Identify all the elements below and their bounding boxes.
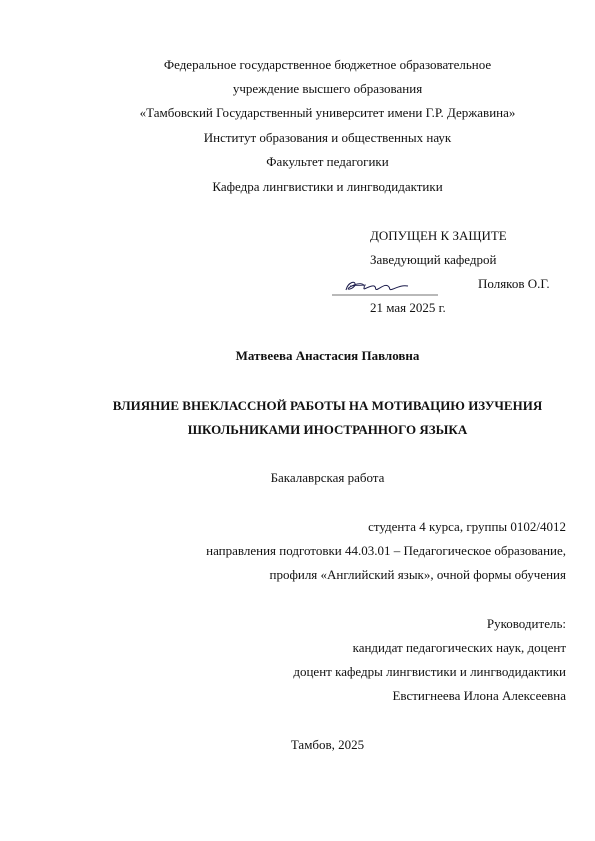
supervisor-name: Евстигнеева Илона Алексеевна	[392, 688, 566, 703]
student-info-line-3: профиля «Английский язык», очной формы обучения	[269, 567, 566, 582]
supervisor-label: Руководитель:	[486, 616, 566, 631]
thesis-title-line-1: ВЛИЯНИЕ ВНЕКЛАССНОЙ РАБОТЫ НА МОТИВАЦИЮ ИЗУЧЕНИЯ	[112, 398, 543, 413]
work-type: Бакалаврская работа	[270, 470, 385, 485]
header-line-2: учреждение высшего образования	[232, 81, 423, 96]
approval-position: Заведующий кафедрой	[370, 252, 497, 267]
student-info-line-1: студента 4 курса, группы 0102/4012	[368, 519, 566, 534]
header-line-1: Федеральное государственное бюджетное образовательное	[163, 57, 492, 72]
supervisor-degree: кандидат педагогических наук, доцент	[352, 640, 566, 655]
thesis-title-line-2: ШКОЛЬНИКАМИ ИНОСТРАННОГО ЯЗЫКА	[187, 422, 468, 437]
header-line-3: «Тамбовский Государственный университет имени Г.Р. Державина»	[139, 105, 516, 120]
author-name: Матвеева Анастасия Павловна	[235, 348, 420, 363]
approval-date: 21 мая 2025 г.	[370, 300, 446, 315]
approval-name: Поляков О.Г.	[478, 276, 550, 291]
signature-icon	[330, 276, 440, 298]
header-line-6: Кафедра лингвистики и лингводидактики	[212, 179, 443, 194]
footer-city-year: Тамбов, 2025	[290, 737, 365, 752]
student-info-line-2: направления подготовки 44.03.01 – Педагогическое образование,	[206, 543, 566, 558]
approval-title: ДОПУЩЕН К ЗАЩИТЕ	[370, 228, 507, 243]
header-line-5: Факультет педагогики	[266, 154, 389, 169]
supervisor-position: доцент кафедры лингвистики и лингводидактики	[293, 664, 566, 679]
header-line-4: Институт образования и общественных наук	[203, 130, 452, 145]
